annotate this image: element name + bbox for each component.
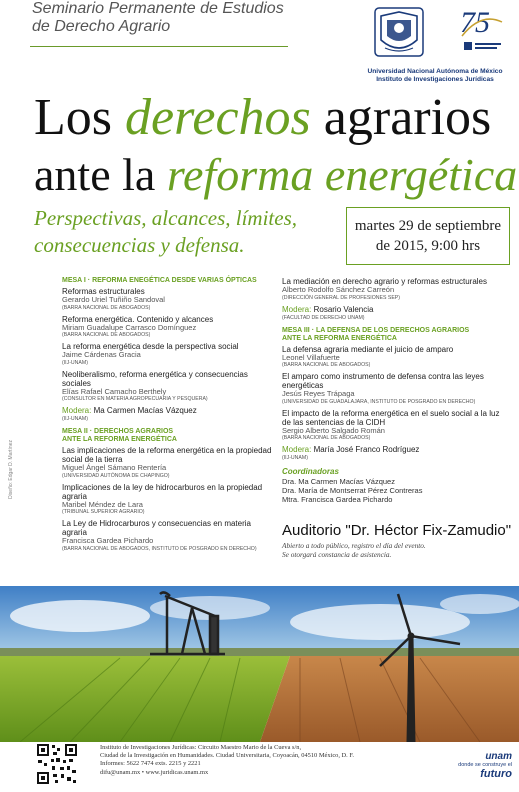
coordinator-name: Mtra. Francisca Gardea Pichardo [282,495,393,504]
title-los: Los [34,89,125,146]
footer-address-line2: Ciudad de la Investigación en Humanidades. Ciudad Universitaria, Coyoacán, 04510 México, D. F. [100,752,354,760]
header-divider [30,46,288,47]
seminar-title-line2: de Derecho Agrario [32,18,171,35]
mesa1-talk [62,370,274,404]
talk-affiliation: (BARRA NACIONAL DE ABOGADOS) [282,435,371,441]
talk-speaker: Gerardo Uriel Tuñiño Sandoval [62,295,165,304]
talk-title: La mediación en derecho agrario y reformas estructurales [282,277,487,286]
talk-speaker: Miriam Guadalupe Carrasco Domínguez [62,322,197,332]
mesa3-heading-line2: ANTE LA REFORMA ENERGÉTICA [282,334,397,342]
talk-speaker: Jaime Cárdenas Gracia [62,350,141,359]
moderator-name: María José Franco Rodríguez [313,445,420,454]
mesa3-moderator [282,445,508,462]
mesa2-heading-line2: ANTE LA REFORMA ENERGÉTICA [62,436,177,443]
svg-text:75: 75 [460,6,490,39]
mesa2-talk [62,446,274,480]
main-title-line2 [34,150,517,200]
mesa3-heading [282,327,508,343]
program-right-column [282,277,508,504]
talk-title: La reforma energética desde la perspectiva social [62,342,239,351]
mesa3-talk [282,409,508,443]
footer-address-line1: Instituto de Investigaciones Jurídicas: Circuito Maestro Mario de la Cueva s/n, [100,744,302,751]
moderator-name: Ma Carmen Macías Vázquez [93,406,197,415]
event-date-line2: de 2015, 9:00 hrs [375,238,481,254]
mesa1-talk [62,287,274,312]
mesa2-talk [282,277,508,302]
talk-title: El amparo como instrumento de defensa contra las leyes energéticas [282,372,484,390]
talk-affiliation: (UNIVERSIDAD DE GUADALAJARA, INSTITUTO DE POSGRADO EN DERECHO) [282,398,476,405]
program-left-column [62,277,274,556]
mesa1-heading: MESA I · REFORMA ENEGÉTICA DESDE VARIAS ÓPTICAS [62,277,257,284]
coordinator-name: Dra. María de Montserrat Pérez Contreras [282,486,423,495]
mesa1-talk [62,342,274,367]
talk-affiliation: (CONSULTOR EN MATERIA AGROPECUARIA Y PESQUERA) [62,396,208,402]
title-agrarios: agrarios [310,89,492,146]
talk-speaker: Francisca Gardea Pichardo [62,536,154,545]
mesa2-talk [62,483,274,517]
qr-code [36,743,78,785]
talk-title: La defensa agraria mediante el juicio de amparo [282,344,454,354]
talk-speaker: Maribel Méndez de Lara [62,499,143,509]
talk-speaker: Sergio Alberto Salgado Román [282,425,385,435]
talk-title: Reformas estructurales [62,287,145,296]
talk-speaker: Leonel Villafuerte [282,352,340,362]
coordinators-heading: Coordinadoras [282,467,339,476]
institution-line1: Universidad Nacional Autónoma de México [367,68,503,75]
subtitle-line2: consecuencias y defensa. [34,233,245,257]
mesa1-moderator [62,406,274,423]
moderator-affiliation: (IIJ-UNAM) [282,455,308,461]
mesa3-talk [282,372,508,406]
unam-seal-logo [371,4,427,60]
talk-speaker: Jesús Reyes Trápaga [282,389,355,398]
talk-speaker: Elías Rafael Camacho Berthely [62,386,167,396]
mesa3-heading-line1: MESA III · LA DEFENSA DE LOS DERECHOS AGRARIOS [282,326,470,334]
talk-affiliation: (TRIBUNAL SUPERIOR AGRARIO) [62,509,145,515]
title-derechos: derechos [125,89,311,146]
seminar-title [32,0,284,36]
seminar-title-line1: Seminario Permanente de Estudios [32,0,284,17]
title-ante-la: ante la [34,149,167,200]
venue-note-certificate: Se otorgará constancia de asistencia. [282,550,392,559]
moderator-label: Modera: [282,445,312,454]
coordinator-name: Dra. Ma Carmen Macías Vázquez [282,477,395,486]
venue-notes [282,541,512,559]
event-date-line1: martes 29 de septiembre [354,218,502,234]
title-reforma-energetica: reforma energética [166,149,518,200]
mesa1-talk [62,315,274,340]
futuro-wordmark: futuro [480,768,512,780]
moderator-affiliation: (IIJ-UNAM) [62,416,88,422]
moderator-label: Modera: [62,406,92,415]
mesa3-talk [282,345,508,370]
moderator-label: Modera: [282,304,312,314]
institution-line2: Instituto de Investigaciones Jurídicas [376,76,494,83]
moderator-name: Rosario Valencia [313,304,374,314]
footer-phone: Informes: 5622 7474 exts. 2215 y 2221 [100,760,201,768]
talk-title: La Ley de Hidrocarburos y consecuencias en materia agraria [62,519,251,537]
talk-speaker: Alberto Rodolfo Sánchez Carreón [282,285,395,294]
footer-contact-info [100,744,430,777]
talk-speaker: Miguel Ángel Sámano Rentería [62,463,167,472]
mesa2-heading [62,428,274,444]
unam-wordmark: unam [485,751,512,762]
talk-affiliation: (BARRA NACIONAL DE ABOGADOS) [62,304,151,311]
talk-affiliation: (BARRA NACIONAL DE ABOGADOS) [282,362,371,368]
talk-title: El impacto de la reforma energética en el suelo social a la luz de las sentencias de la CIDH [282,408,500,427]
talk-title: Neoliberalismo, reforma energética y consecuencias sociales [62,369,248,388]
subtitle [34,205,324,259]
mesa2-moderator [282,305,508,322]
talk-title: Reforma energética. Contenido y alcances [62,314,214,324]
slogan-line: donde se construye el [458,762,512,768]
talk-affiliation: (DIRECCIÓN GENERAL DE PROFESIONES SEP) [282,294,400,301]
institution-names [352,68,518,84]
venue-note-open: Abierto a todo público, registro el día del evento. [282,541,426,550]
moderator-affiliation: (FACULTAD DE DERECHO UNAM) [282,314,365,321]
footer-email-web: difu@unam.mx • www.juridicas.unam.mx [100,768,209,776]
talk-affiliation: (BARRA NACIONAL DE ABOGADOS, INSTITUTO DE POSGRADO EN DERECHO) [62,545,257,552]
unam-futuro-logo [432,752,512,780]
talk-affiliation: (UNIVERSIDAD AUTÓNOMA DE CHAPINGO) [62,472,170,479]
talk-affiliation: (BARRA NACIONAL DE ABOGADOS) [62,332,151,338]
design-credit: Diseño: Edgar D. Martínez [8,440,14,499]
landscape-oil-wind-illustration [0,586,519,742]
mesa2-talk [62,519,274,553]
event-date-box [346,207,510,265]
subtitle-line1: Perspectivas, alcances, límites, [34,206,298,230]
talk-affiliation: (IIJ-UNAM) [62,359,88,366]
iij-75-anniversary-logo [456,2,506,60]
venue-auditorium: Auditorio "Dr. Héctor Fix-Zamudio" [282,522,512,539]
main-title-line1 [34,90,491,146]
talk-title: Implicaciones de la ley de hidrocarburos en la propiedad agraria [62,482,263,501]
talk-title: Las implicaciones de la reforma energética en la propiedad social de la tierra [62,446,272,464]
mesa2-heading-line1: MESA II · DERECHOS AGRARIOS [62,428,174,435]
